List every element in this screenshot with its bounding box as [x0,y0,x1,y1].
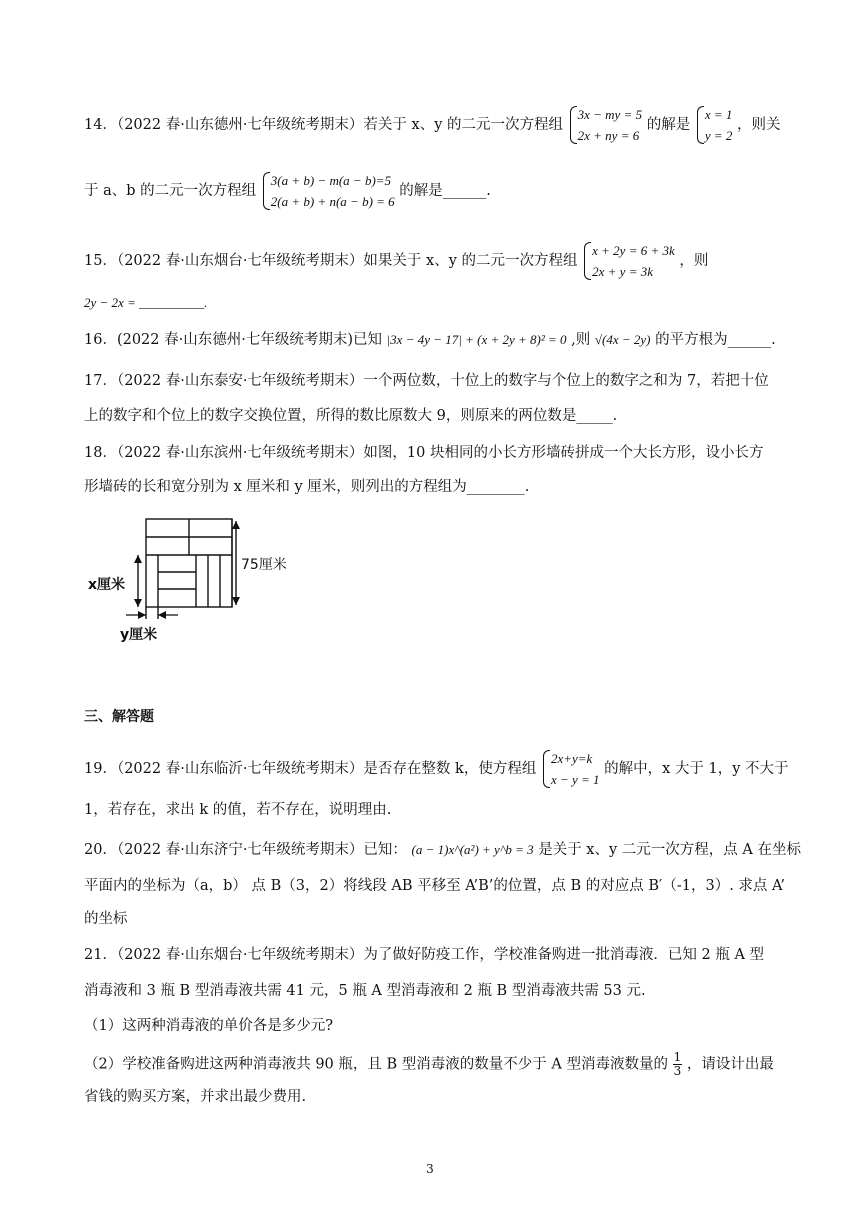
q14-line1: 14．（2022 春·山东德州·七年级统考期末）若关于 x、y 的二元一次方程组 3x − my = 5 2x + ny = 6 的解是 x = 1 y = 2 ，则关 [84,104,780,146]
q21-sub2: （2）学校准备购进这两种消毒液共 90 瓶，且 B 型消毒液的数量不少于 A 型消毒液数量的 $\frac{1}{3}$ ，请设计出最 [84,1050,774,1078]
q18-line1: 18．（2022 春·山东滨州·七年级统考期末）如图，10 块相同的小长方形墙砖拼成一个大长方形，设小长方 [84,445,764,461]
q20-line1: 20．（2022 春·山东济宁·七年级统考期末）已知： (a − 1)x^(a²) + y^b = 3 是关于 x、y 二元一次方程，点 A 在坐标 [84,842,801,858]
q15-line2: 2y − 2x = __________. [84,295,208,310]
brick-wall-figure [86,517,296,647]
q16-root: √(4x − 2y) [594,332,651,347]
q16-line: 16．(2022 春·山东德州·七年级统考期末)已知 |3x − 4y − 17| + (x + 2y + 8)² = 0 ,则 √(4x − 2y) 的平方根为______. [84,332,776,348]
q21-line1: 21．（2022 春·山东烟台·七年级统考期末）为了做好防疫工作，学校准备购进一批消毒液．已知 2 瓶 A 型 [84,947,765,963]
q15-system: x + 2y = 6 + 3k 2x + y = 3k [582,240,675,282]
q17-line1: 17．（2022 春·山东泰安·七年级统考期末）一个两位数，十位上的数字与个位上的数字之和为 7，若把十位 [84,373,769,389]
section-heading: 三、解答题 [84,709,154,725]
q21-sub3: 省钱的购买方案，并求出最少费用. [84,1089,307,1105]
q19-system: 2x+y=k x − y = 1 [541,748,600,790]
q18-line2: 形墙砖的长和宽分别为 x 厘米和 y 厘米，则列出的方程组为________. [84,479,530,495]
q17-line2: 上的数字和个位上的数字交换位置，所得的数比原数大 9，则原来的两位数是_____. [84,408,618,424]
q14-system2: 3(a + b) − m(a − b)=5 2(a + b) + n(a − b) = 6 [261,170,395,212]
q16-expression: |3x − 4y − 17| + (x + 2y + 8)² = 0 [386,332,567,347]
q14-solution: x = 1 y = 2 [695,104,733,146]
q21-sub1: （1）这两种消毒液的单价各是多少元? [84,1018,333,1034]
page-number: 3 [426,1162,434,1176]
q19-line2: 1，若存在，求出 k 的值，若不存在，说明理由. [84,802,392,818]
q14-system1: 3x − my = 5 2x + ny = 6 [568,104,642,146]
q20-line2: 平面内的坐标为（a，b） 点 B（3，2）将线段 AB 平移至 A’B’的位置，点 B 的对应点 B′（-1，3）. 求点 A’ [84,878,785,894]
q15-line1: 15．（2022 春·山东烟台·七年级统考期末）如果关于 x、y 的二元一次方程组 x + 2y = 6 + 3k 2x + y = 3k ，则 [84,240,708,282]
q14-text: 14．（2022 春·山东德州·七年级统考期末）若关于 x、y 的二元一次方程组 [84,117,564,133]
label-y-cm: y厘米 [120,627,158,643]
q21-line2: 消毒液和 3 瓶 B 型消毒液共需 41 元，5 瓶 A 型消毒液和 2 瓶 B 型消毒液共需 53 元. [84,983,646,999]
q14-line2: 于 a、b 的二元一次方程组 3(a + b) − m(a − b)=5 2(a + b) + n(a − b) = 6 的解是______. [84,170,491,212]
q19-line1: 19．（2022 春·山东临沂·七年级统考期末）是否存在整数 k，使方程组 2x+y=k x − y = 1 的解中，x 大于 1，y 不大于 [84,748,789,790]
label-x-cm: x厘米 [88,577,126,593]
label-75cm: 75厘米 [241,557,287,573]
q20-expression: (a − 1)x^(a²) + y^b = 3 [411,842,534,857]
q20-line3: 的坐标 [84,911,128,927]
fraction-one-third: $\frac{1}{3}$ [673,1050,682,1078]
